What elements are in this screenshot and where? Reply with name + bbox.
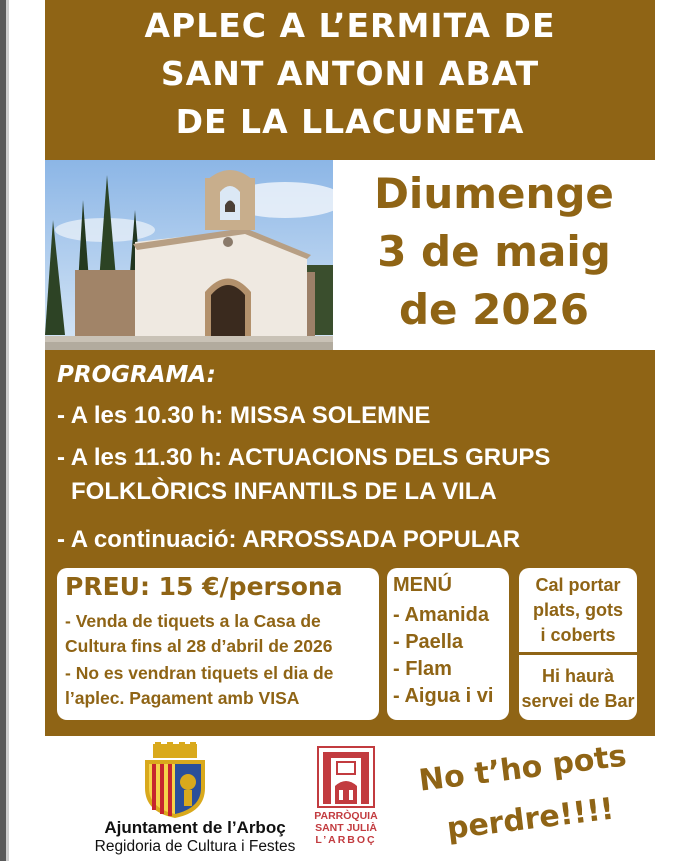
price-line-3: - No es vendran tiquets el dia de: [65, 663, 334, 683]
parish-line-1: PARRÒQUIA: [314, 810, 378, 822]
slogan-line-2: perdre!!!!: [445, 791, 616, 847]
bar-line-2: servei de Bar: [521, 691, 635, 711]
menu-box: [387, 568, 509, 720]
event-poster: [45, 0, 655, 861]
title-line-3: DE LA LLACUNETA: [175, 102, 525, 141]
notes-box: [519, 568, 637, 720]
title-line-2: SANT ANTONI ABAT: [160, 54, 540, 93]
parish-line-3: L’ARBOÇ: [315, 834, 377, 846]
town-council-department: Regidoria de Cultura i Festes: [94, 838, 296, 855]
town-council-name: Ajuntament de l’Arboç: [104, 818, 286, 837]
date-day-month: 3 de maig: [377, 227, 611, 276]
menu-item-paella: - Paella: [393, 631, 464, 653]
bar-line-1: Hi haurà: [541, 666, 615, 686]
title-line-1: APLEC A L’ERMITA DE: [144, 6, 556, 45]
program-heading: PROGRAMA:: [57, 362, 216, 388]
left-edge-gap: [6, 0, 9, 861]
bring-line-3: i coberts: [540, 625, 616, 645]
price-line-4: l’aplec. Pagament amb VISA: [65, 688, 300, 708]
parish-church-logo-icon: [317, 746, 375, 808]
program-item-rice: - A continuació: ARROSSADA POPULAR: [57, 526, 521, 553]
menu-heading: MENÚ: [393, 574, 452, 596]
date-weekday: Diumenge: [374, 169, 614, 218]
price-line-1: - Venda de tiquets a la Casa de: [65, 611, 321, 631]
program-item-performances: - A les 11.30 h: ACTUACIONS DELS GRUPS: [57, 444, 551, 471]
parish-line-2: SANT JULIÀ: [315, 822, 377, 834]
program-item-performances-cont: FOLKLÒRICS INFANTILS DE LA VILA: [71, 478, 497, 505]
menu-item-drinks: - Aigua i vi: [393, 685, 494, 707]
title-band: [45, 0, 655, 160]
menu-item-salad: - Amanida: [393, 604, 489, 626]
menu-item-flan: - Flam: [393, 658, 452, 680]
notes-divider: [519, 652, 637, 655]
price-box: [57, 568, 379, 720]
program-item-mass: - A les 10.30 h: MISSA SOLEMNE: [57, 402, 431, 429]
bring-line-2: plats, gots: [532, 600, 623, 620]
price-line-2: Cultura fins al 28 d’abril de 2026: [65, 636, 333, 656]
bring-line-1: Cal portar: [535, 575, 621, 595]
date-year: de 2026: [398, 285, 590, 334]
town-coat-of-arms-icon: [137, 742, 213, 818]
footer: [45, 736, 655, 861]
slogan-line-1: No t’ho pots: [417, 738, 629, 799]
price-heading: PREU: 15 €/persona: [65, 572, 343, 601]
date-panel: [333, 160, 655, 350]
program-band: [45, 350, 655, 736]
hermitage-illustration: [45, 160, 333, 350]
hermitage-photo: [45, 160, 333, 350]
